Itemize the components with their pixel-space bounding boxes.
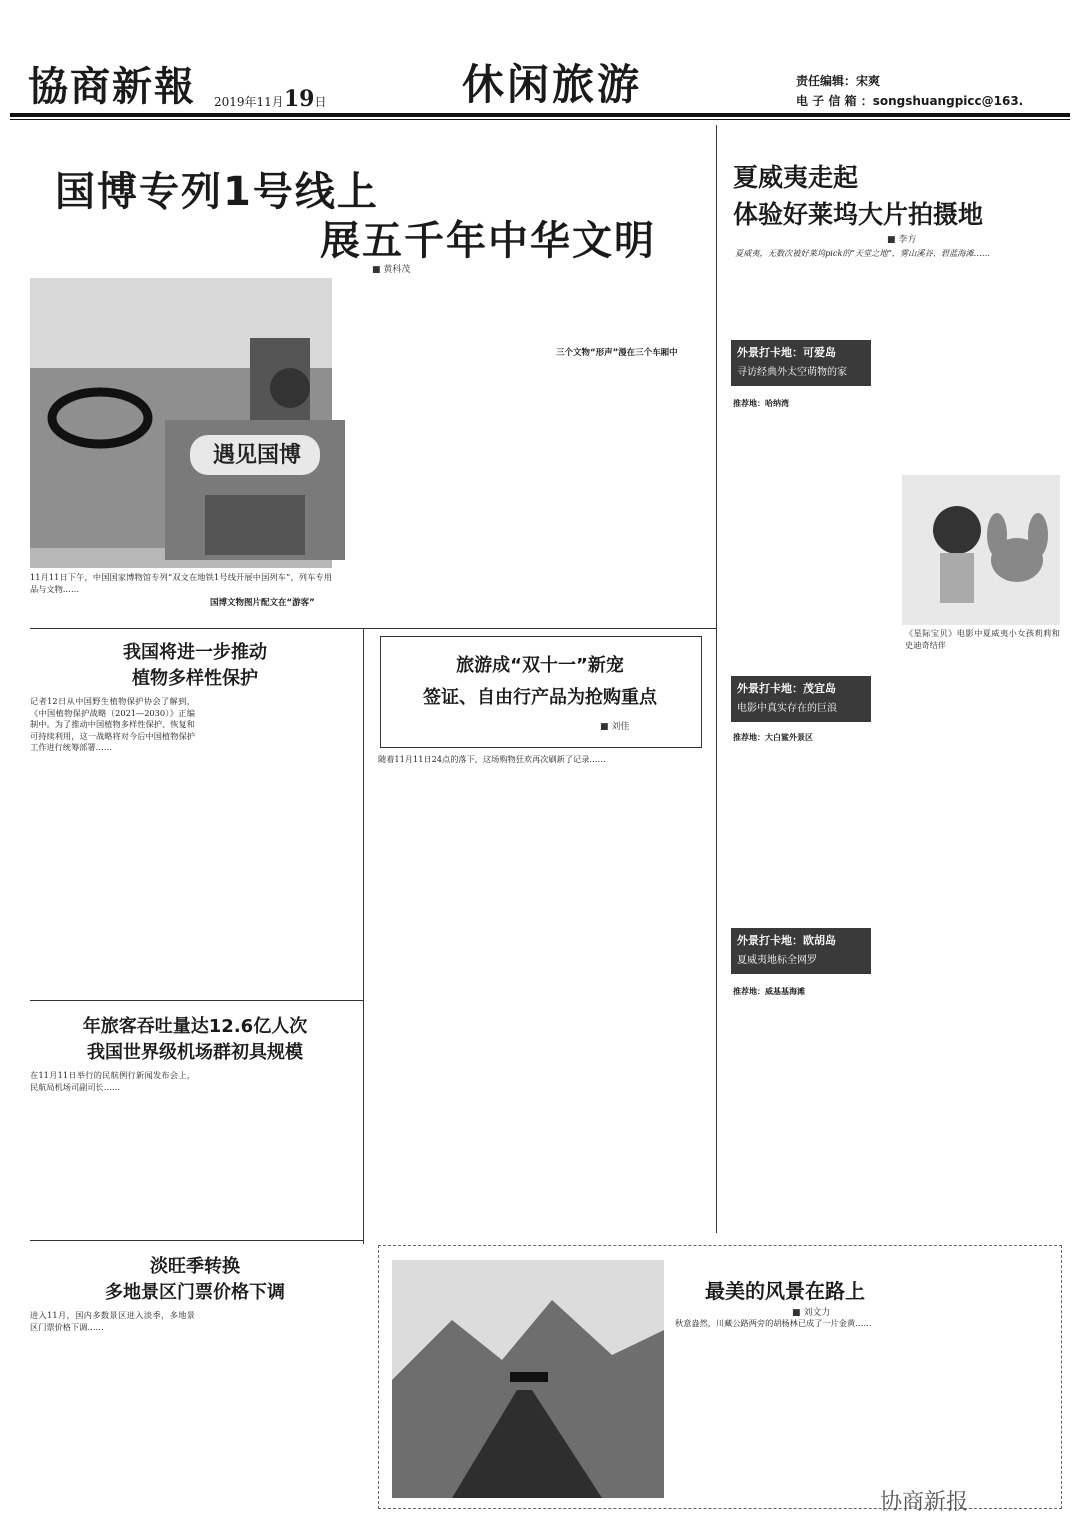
section-title: 休闲旅游 [462, 60, 643, 109]
double11-headline-line1: 旅游成“双十一”新宠 [456, 655, 624, 676]
tickets-body-col1: 进入11月，国内多数景区进入淡季，多地景区门票价格下调…… [30, 1310, 195, 1332]
hawaii-section3-body [731, 1000, 891, 1230]
hawaii-section1-rec: 推荐地：哈纳湾 [733, 399, 789, 408]
hawaii-intro: 夏威夷，无数次被好莱坞pick的“天堂之地”，雾山溪谷、碧蓝海滩…… [735, 248, 991, 258]
lead-body-col1 [338, 278, 538, 623]
hawaii-section1-kicker: 外景打卡地：可爱岛 [737, 346, 836, 359]
road-headline: 最美的风景在路上 [705, 1279, 865, 1303]
lead-headline-line1: 国博专列1号线上 [55, 169, 379, 215]
hawaii-section3-kicker: 外景打卡地：欧胡岛 [737, 934, 836, 947]
banner-label: 遇见国博 [213, 443, 302, 468]
hawaii-section3-rec: 推荐地：威基基海滩 [733, 987, 805, 996]
plant-bottom-rule [30, 1000, 363, 1001]
road-byline: ■ 刘文力 [792, 1308, 831, 1318]
airport-headline-line2: 我国世界级机场群初具规模 [87, 1042, 303, 1063]
road-body: 秋意盎然，川藏公路两旁的胡杨林已成了一片金黄…… [675, 1318, 872, 1328]
hawaii-section2-bar [731, 676, 871, 722]
hawaii-section2-rec: 推荐地：大白鲨外景区 [733, 733, 813, 742]
lilo-stitch-image [902, 475, 1060, 625]
hawaii-section2-body-b [900, 676, 1060, 916]
lead-photo-caption-text: 11月11日下午，中国国家博物馆专列“双文在地铁1号线开展中国列车”，列车专用品与文物…… [30, 572, 332, 594]
plant-headline-line1: 我国将进一步推动 [123, 642, 267, 663]
plant-body-col2 [203, 696, 358, 996]
lead-headline-line2: 展五千年中华文明 [320, 218, 656, 264]
mountain-road-image [392, 1260, 664, 1498]
tickets-headline-line1: 淡旺季转换 [150, 1256, 240, 1277]
hawaii-section3-body-b [900, 982, 1060, 1230]
double11-body: 随着11月11日24点的落下，这场购物狂欢再次刷新了记录…… [378, 754, 606, 764]
tickets-body-col2 [203, 1310, 358, 1505]
lead-photo-caption: 国博文物图片配文在“游客” [210, 598, 315, 608]
hawaii-byline: ■ 李方 [887, 235, 917, 245]
hawaii-section2-kicker: 外景打卡地：茂宜岛 [737, 682, 836, 695]
watermark-text: 协商新报 [880, 1490, 969, 1515]
airport-body-col2 [203, 1070, 358, 1235]
editor-credit: 责任编辑：宋爽 [796, 74, 881, 88]
masthead-rule-thin [10, 119, 1070, 120]
lead-byline: ■ 黄科茂 [372, 265, 411, 275]
publication-date [214, 86, 326, 112]
column-divider-right [716, 125, 717, 1233]
hawaii-section1-sub: 寻访经典外太空萌物的家 [737, 367, 847, 378]
hawaii-section2-body [731, 746, 891, 916]
double11-byline: ■ 刘佳 [600, 722, 630, 732]
date-day: 19 [283, 86, 315, 112]
lead-body-col2 [555, 278, 710, 623]
hawaii-photo-lilo [902, 475, 1060, 625]
hawaii-section3-sub: 夏威夷地标全网罗 [737, 955, 817, 966]
masthead-logo: 協商新報 [28, 63, 196, 110]
hawaii-section1-bar [731, 340, 871, 386]
lead-subhead: 三个文物“形声”漫在三个车厢中 [556, 348, 678, 358]
airport-body-col1: 在11月11日举行的民航例行新闻发布会上，民航局机场司副司长…… [30, 1070, 195, 1092]
plant-body-col1: 记者12日从中国野生植物保护协会了解到，《中国植物保护战略（2021—2030）》正编制中。为了推动中国植物多样性保护、恢复和可持续利用，这一战略将对今后中国植物保护工作进行统筹部署…… [30, 696, 195, 752]
hawaii-headline-line2: 体验好莱坞大片拍摄地 [733, 200, 984, 229]
tickets-headline-line2: 多地景区门票价格下调 [105, 1282, 285, 1303]
date-suffix: 日 [314, 95, 327, 109]
hawaii-section1-body [731, 410, 891, 660]
column-divider-mid [363, 628, 364, 1244]
plant-headline-line2: 植物多样性保护 [132, 668, 258, 689]
editor-email: 电 子 信 箱 ：songshuangpicc@163. [796, 94, 1024, 108]
hawaii-section3-bar [731, 928, 871, 974]
masthead-rule [10, 113, 1070, 117]
hawaii-section2-sub: 电影中真实存在的巨浪 [737, 703, 837, 714]
hawaii-headline-line1: 夏威夷走起 [733, 163, 859, 192]
lead-bottom-rule [30, 628, 716, 629]
airport-headline-line1: 年旅客吞吐量达12.6亿人次 [82, 1016, 308, 1037]
date-prefix: 2019年11月 [214, 95, 284, 109]
road-photo [392, 1260, 664, 1498]
double11-headline-line2: 签证、自由行产品为抢购重点 [423, 687, 657, 708]
airport-bottom-rule [30, 1240, 363, 1241]
hawaii-photo-caption: 《星际宝贝》电影中夏威夷小女孩莉莉和史迪奇结伴 [905, 628, 1060, 650]
